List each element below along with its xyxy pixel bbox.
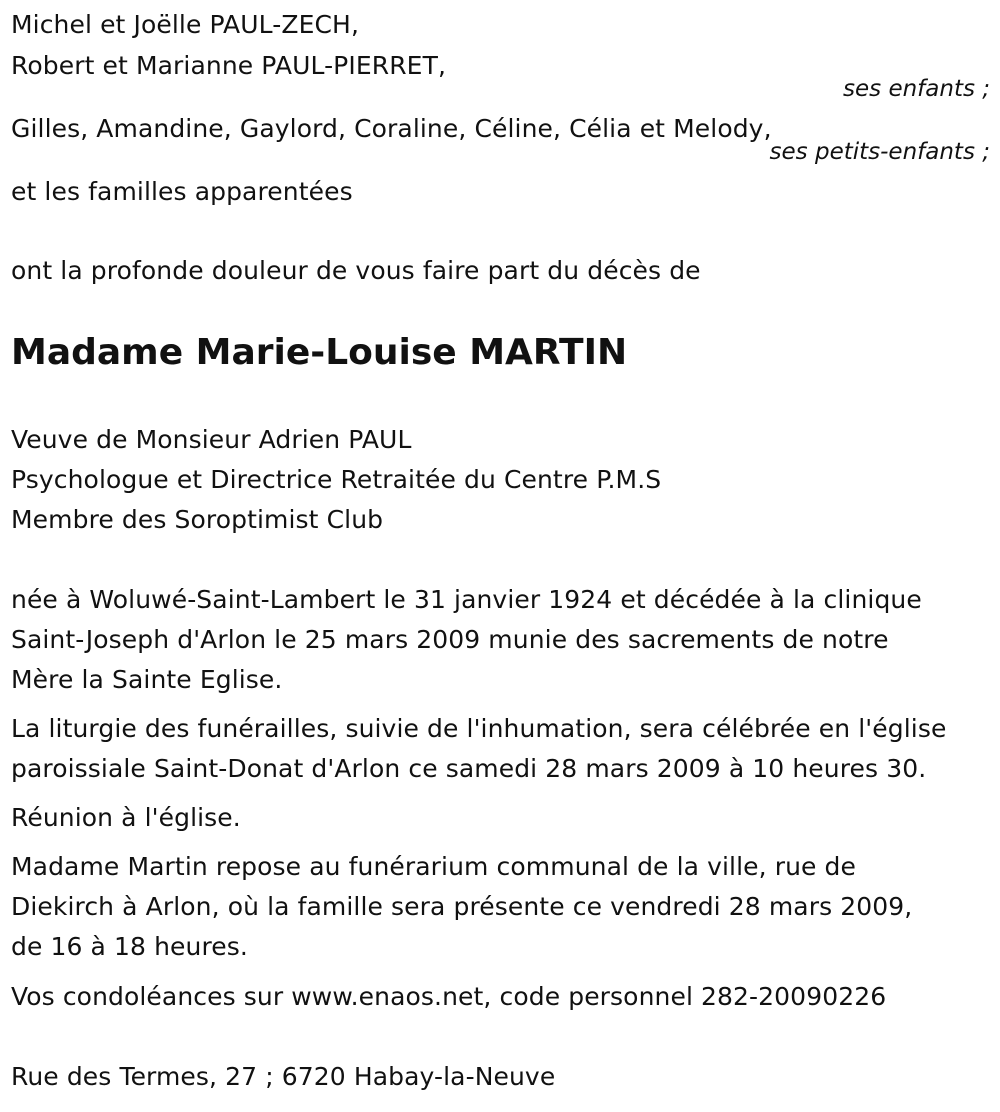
- children-line-1: Michel et Joëlle PAUL-ZECH,: [11, 10, 359, 39]
- funeral-line-2: paroissiale Saint-Donat d'Arlon ce samedi 28 mars 2009 à 10 heures 30.: [11, 754, 927, 783]
- birth-death-line-1: née à Woluwé-Saint-Lambert le 31 janvier 1924 et décédée à la clinique: [11, 585, 922, 614]
- grandchildren-label: ses petits-enfants ;: [769, 139, 990, 165]
- grandchildren-line: Gilles, Amandine, Gaylord, Coraline, Céline, Célia et Melody,: [11, 114, 772, 143]
- children-label: ses enfants ;: [843, 76, 990, 102]
- meeting-line: Réunion à l'église.: [11, 803, 241, 832]
- viewing-line-2: Diekirch à Arlon, où la famille sera présente ce vendredi 28 mars 2009,: [11, 892, 913, 921]
- deceased-name: Madame Marie-Louise MARTIN: [11, 332, 628, 373]
- viewing-line-1: Madame Martin repose au funérarium communal de la ville, rue de: [11, 852, 857, 881]
- widow-line: Veuve de Monsieur Adrien PAUL: [11, 425, 412, 454]
- relatives-line: et les familles apparentées: [11, 177, 353, 206]
- funeral-line-1: La liturgie des funérailles, suivie de l'inhumation, sera célébrée en l'église: [11, 714, 947, 743]
- profession-line: Psychologue et Directrice Retraitée du Centre P.M.S: [11, 465, 662, 494]
- membership-line: Membre des Soroptimist Club: [11, 505, 384, 534]
- announcement-line: ont la profonde douleur de vous faire part du décès de: [11, 256, 701, 285]
- birth-death-line-3: Mère la Sainte Eglise.: [11, 665, 283, 694]
- birth-death-line-2: Saint-Joseph d'Arlon le 25 mars 2009 munie des sacrements de notre: [11, 625, 889, 654]
- viewing-line-3: de 16 à 18 heures.: [11, 932, 248, 961]
- children-line-2: Robert et Marianne PAUL-PIERRET,: [11, 51, 446, 80]
- condolences-line: Vos condoléances sur www.enaos.net, code personnel 282-20090226: [11, 982, 887, 1011]
- address-line: Rue des Termes, 27 ; 6720 Habay-la-Neuve: [11, 1062, 556, 1091]
